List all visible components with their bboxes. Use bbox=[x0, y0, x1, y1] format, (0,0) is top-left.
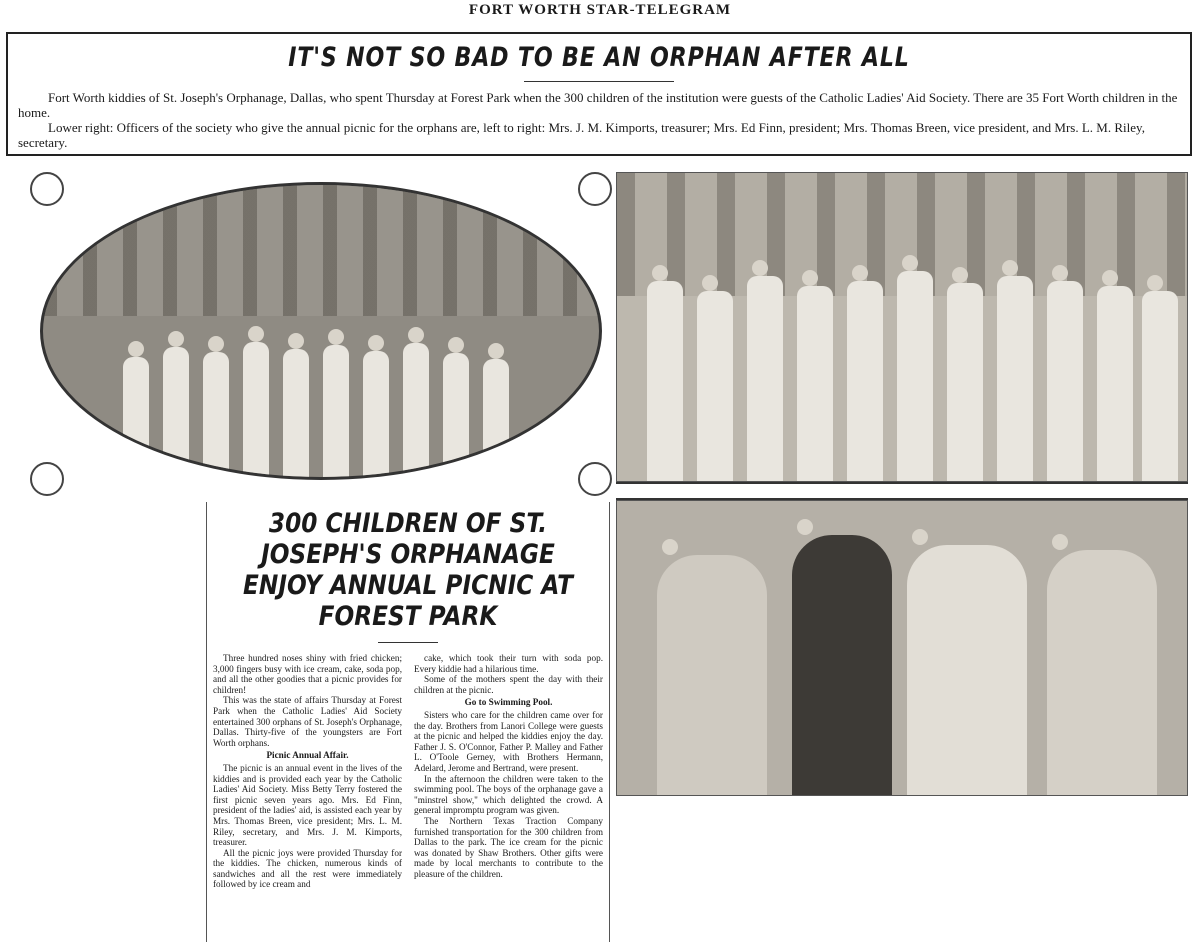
paragraph: This was the state of affairs Thursday at Forest Park when the Catholic Ladies' Aid Society entertained 300 orphans of St. Joseph's Orphanage, Dallas. Thirty-five of the youngsters are Fort Worth orphans. bbox=[213, 695, 402, 748]
oval-photo-frame bbox=[30, 172, 612, 494]
ornament-scroll bbox=[30, 462, 64, 496]
caption-paragraph-2: Lower right: Officers of the society who give the annual picnic for the orphans are, left to right: Mrs. J. M. Kimports, treasurer; Mrs. Ed Finn, president; Mrs. Thomas Breen, vice president, and Mrs. L. M. Riley, secretary. bbox=[18, 120, 1145, 150]
photo-society-officers bbox=[616, 500, 1188, 796]
paragraph: In the afternoon the children were taken to the swimming pool. The boys of the orphanage gave a "minstrel show," which delighted the crowd. A general impromptu program was given. bbox=[414, 773, 603, 816]
paragraph: Sisters who care for the children came over for the day. Brothers from Lanori College were guests at the picnic and helped the kiddies enjoy the day. Father J. S. O'Connor, Father P. Malley and Father L. O'Toole Gerney, with Brothers Hermann, Adelard, Jerome and Bertrand, were present. bbox=[414, 709, 603, 773]
paragraph: cake, which took their turn with soda pop. Every kiddie had a hilarious time. bbox=[414, 653, 603, 674]
photo-boys-group bbox=[40, 182, 602, 480]
caption-box bbox=[6, 32, 1192, 156]
subheading: Picnic Annual Affair. bbox=[266, 750, 349, 761]
ornament-scroll bbox=[578, 462, 612, 496]
paragraph: All the picnic joys were provided Thursday for the kiddies. The chicken, numerous kinds of sandwiches and all the rest were immediately followed by ice cream and bbox=[213, 847, 402, 890]
paragraph: The Northern Texas Traction Company furnished transportation for the 300 children from Dallas to the park. The ice cream for the picnic was donated by Shaw Brothers. Other gifts were made by local merchants to contribute to the pleasure of the children. bbox=[414, 815, 603, 879]
photo-girls-group bbox=[616, 172, 1188, 482]
paragraph: Some of the mothers spent the day with their children at the picnic. bbox=[414, 674, 603, 695]
story-column-2 bbox=[414, 653, 603, 890]
story-article bbox=[206, 502, 610, 942]
headline-rule bbox=[524, 81, 674, 82]
story-rule bbox=[378, 642, 438, 643]
story-column-1 bbox=[213, 653, 402, 890]
paragraph: Three hundred noses shiny with fried chicken; 3,000 fingers busy with ice cream, cake, soda pop, and all the other goodies that a picnic provides for children! bbox=[213, 653, 402, 695]
photo-divider bbox=[616, 482, 1188, 500]
paragraph: The picnic is an annual event in the lives of the kiddies and is provided each year by the Catholic Ladies' Aid Society. Miss Betty Terry fostered the first picnic seven years ago. Mrs. Ed Finn, president of the ladies' aid, is assisted each year by Mrs. Thomas Breen, vice president; Mrs. L. M. Riley, secretary, and Mrs. J. M. Kimports, treasurer. bbox=[213, 762, 402, 848]
story-headline: 300 CHILDREN OF ST. JOSEPH'S ORPHANAGE ENJOY ANNUAL PICNIC AT FOREST PARK bbox=[243, 508, 573, 632]
main-headline: IT'S NOT SO BAD TO BE AN ORPHAN AFTER ALL bbox=[288, 42, 910, 73]
masthead: FORT WORTH STAR-TELEGRAM bbox=[468, 2, 732, 18]
caption-paragraph-1: Fort Worth kiddies of St. Joseph's Orphanage, Dallas, who spent Thursday at Forest Park when the 300 children of the institution were guests of the Catholic Ladies' Aid Society. There are 35 Fort Worth children in the home. bbox=[18, 90, 1178, 120]
subheading: Go to Swimming Pool. bbox=[464, 697, 553, 708]
